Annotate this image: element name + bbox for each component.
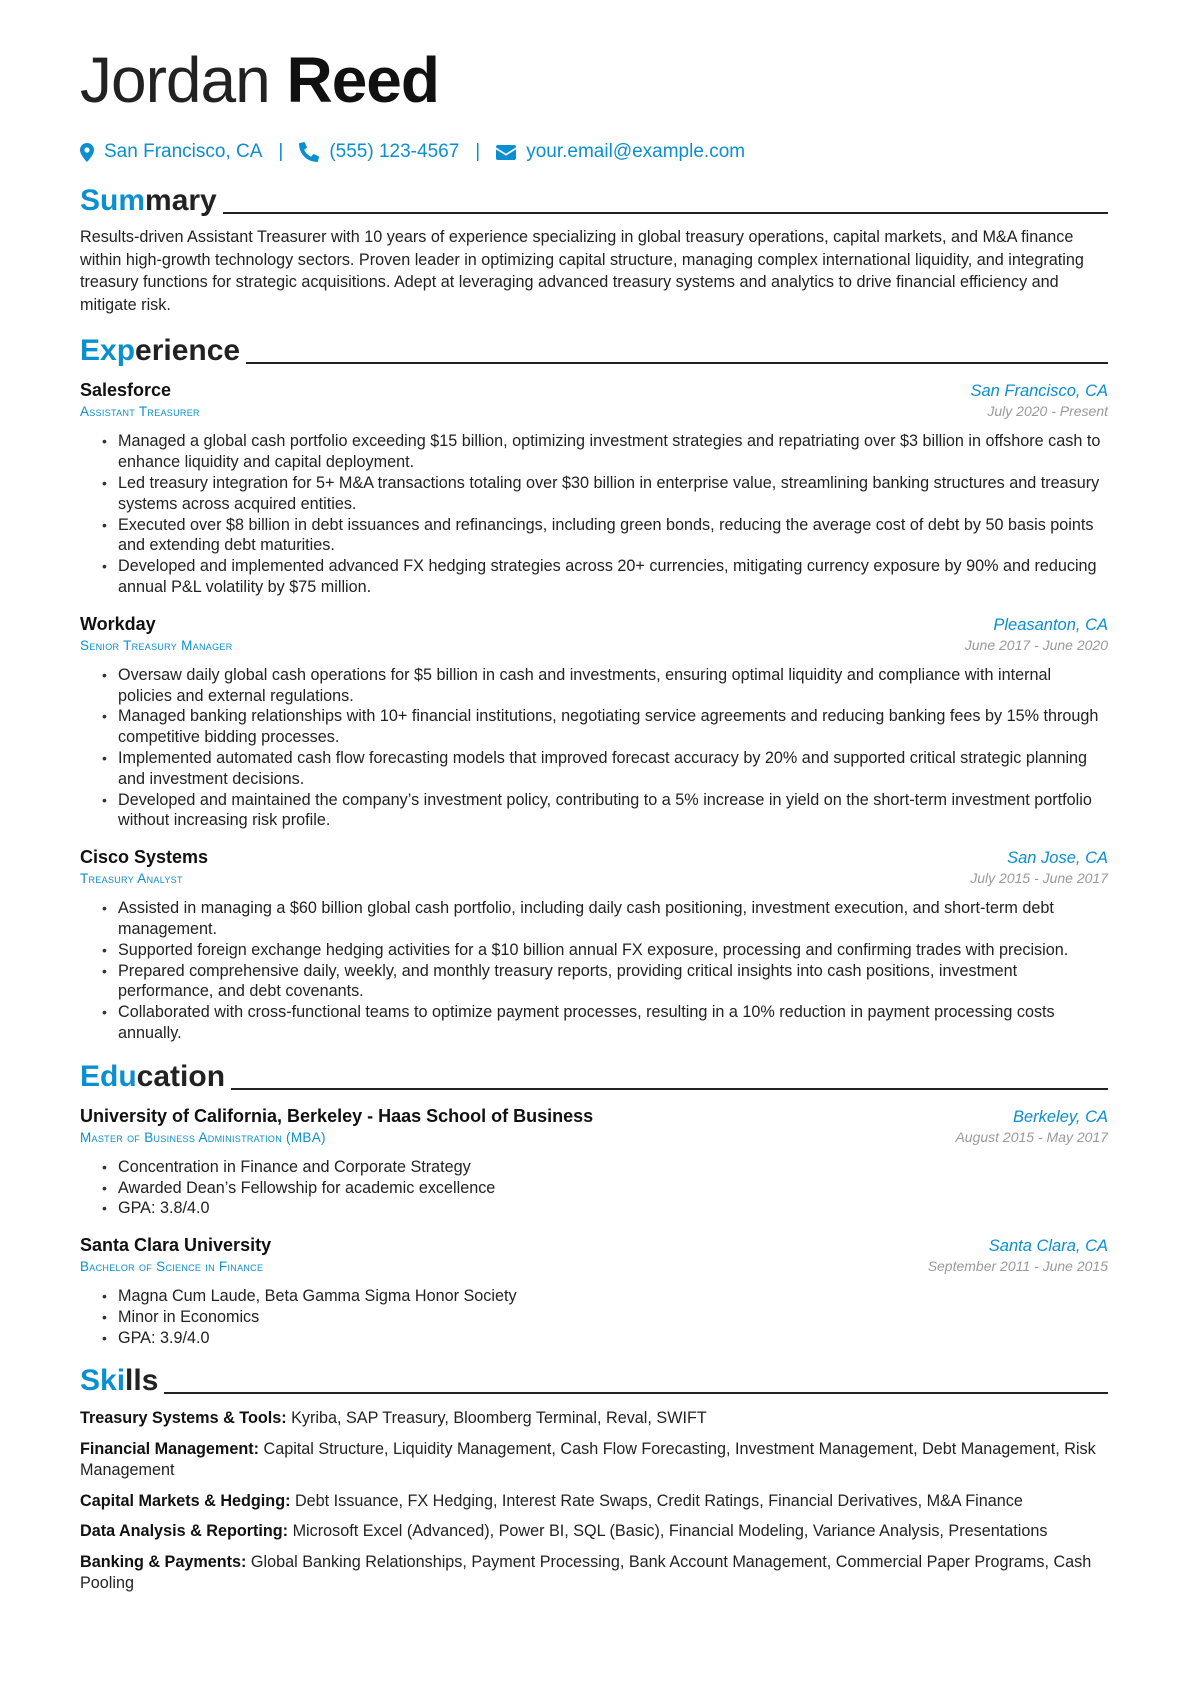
list-item: • Supported foreign exchange hedging activities for a $10 billion annual FX exposure, processing and confirming trades with precision. — [102, 940, 1108, 961]
contact-separator: | — [475, 141, 481, 162]
job-location: San Francisco, CA — [970, 382, 1108, 401]
list-item: • Executed over $8 billion in debt issuances and refinancings, including green bonds, reducing the average cost of debt by 50 basis points and extending debt maturities. — [102, 515, 1108, 557]
section-title: Summary — [80, 184, 217, 217]
contact-phone[interactable] — [299, 141, 459, 163]
skill-label: Capital Markets & Hedging: — [80, 1491, 291, 1510]
job-location: San Jose, CA — [1007, 849, 1108, 868]
summary-text: Results-driven Assistant Treasurer with 10 years of experience specializing in global treasury operations, capital markets, and M&A finance within high-growth technology sectors. Proven leader in optimizing capital structure, managing complex international liquidity, and integrating treasury functions for strategic acquisitions. Adept at leveraging advanced treasury systems and analytics to drive financial efficiency and mitigate risk. — [80, 228, 1084, 314]
job-entry — [80, 847, 1108, 1044]
skill-label: Banking & Payments: — [80, 1552, 247, 1571]
school-dates: September 2011 - June 2015 — [927, 1258, 1108, 1275]
education-entry — [80, 1235, 1108, 1348]
company-name: Cisco Systems — [80, 847, 209, 868]
skill-row — [80, 1408, 1108, 1430]
job-role: Treasury Analyst — [80, 871, 183, 887]
school-location: Santa Clara, CA — [988, 1237, 1108, 1256]
education-bullets — [80, 1286, 1108, 1348]
contact-location — [80, 141, 262, 163]
school-name: University of California, Berkeley - Haas School of Business — [80, 1105, 594, 1126]
degree-name: Bachelor of Science in Finance — [80, 1259, 264, 1275]
skill-row — [80, 1491, 1108, 1513]
job-location: Pleasanton, CA — [993, 615, 1108, 634]
skill-row — [80, 1552, 1108, 1595]
job-bullets — [80, 898, 1108, 1044]
skill-row — [80, 1439, 1108, 1482]
first-name: Jordan — [80, 44, 270, 116]
candidate-name — [80, 44, 1108, 118]
envelope-icon — [496, 145, 516, 160]
summary-heading — [80, 182, 1108, 216]
skill-value: Global Banking Relationships, Payment Processing, Bank Account Management, Commercial Paper Programs, Cash Pooling — [80, 1552, 1092, 1593]
location-text: San Francisco, CA — [104, 141, 263, 162]
school-location: Berkeley, CA — [1012, 1107, 1108, 1126]
skill-label: Financial Management: — [80, 1439, 259, 1458]
school-name: Santa Clara University — [80, 1235, 272, 1256]
list-item: • Managed banking relationships with 10+ financial institutions, negotiating service agreements and reducing banking fees by 15% through competitive bidding processes. — [102, 706, 1108, 748]
contact-separator: | — [278, 141, 284, 162]
list-item: • GPA: 3.8/4.0 — [102, 1198, 1108, 1219]
skill-row — [80, 1521, 1108, 1543]
contact-line — [80, 140, 1108, 164]
list-item: • Developed and maintained the company’s investment policy, contributing to a 5% increase in yield on the short-term investment portfolio without increasing risk profile. — [102, 790, 1108, 832]
job-dates: July 2020 - Present — [987, 403, 1108, 420]
job-dates: July 2015 - June 2017 — [970, 870, 1108, 887]
skills-list — [80, 1408, 1108, 1595]
last-name: Reed — [286, 44, 439, 116]
job-bullets — [80, 665, 1108, 831]
list-item: • Assisted in managing a $60 billion global cash portfolio, including daily cash positioning, investment execution, and short-term debt management. — [102, 898, 1108, 940]
skills-heading — [80, 1362, 1108, 1396]
email-text: your.email@example.com — [526, 141, 746, 162]
list-item: • Minor in Economics — [102, 1307, 1108, 1328]
list-item: • Collaborated with cross-functional teams to optimize payment processes, resulting in a 10% reduction in payment processing costs annually. — [102, 1002, 1108, 1044]
company-name: Salesforce — [80, 380, 172, 401]
list-item: • GPA: 3.9/4.0 — [102, 1328, 1108, 1349]
section-title: Education — [80, 1059, 226, 1093]
company-name: Workday — [80, 613, 156, 634]
list-item: • Oversaw daily global cash operations for $5 billion in cash and investments, ensuring optimal liquidity and compliance with internal policies and external regulations. — [102, 665, 1108, 707]
list-item: • Prepared comprehensive daily, weekly, and monthly treasury reports, providing critical insights into cash positions, investment performance, and debt covenants. — [102, 961, 1108, 1003]
list-item: • Concentration in Finance and Corporate Strategy — [102, 1157, 1108, 1178]
education-heading — [80, 1058, 1108, 1092]
job-role: Assistant Treasurer — [80, 404, 200, 420]
list-item: • Developed and implemented advanced FX hedging strategies across 20+ currencies, mitigating currency exposure by 90% and reducing annual P&L volatility by $75 million. — [102, 556, 1108, 598]
experience-heading — [80, 332, 1108, 366]
phone-icon — [299, 142, 319, 162]
school-dates: August 2015 - May 2017 — [955, 1128, 1108, 1145]
skill-value: Kyriba, SAP Treasury, Bloomberg Terminal, Reval, SWIFT — [291, 1409, 707, 1428]
section-rule — [164, 1392, 1108, 1394]
section-title: Experience — [80, 334, 241, 368]
job-entry — [80, 380, 1108, 597]
skill-label: Data Analysis & Reporting: — [80, 1522, 289, 1541]
contact-email[interactable] — [496, 141, 745, 163]
job-bullets — [80, 431, 1108, 597]
job-dates: June 2017 - June 2020 — [964, 636, 1108, 653]
list-item: • Magna Cum Laude, Beta Gamma Sigma Honor Society — [102, 1286, 1108, 1307]
education-bullets — [80, 1157, 1108, 1219]
skill-value: Microsoft Excel (Advanced), Power BI, SQL (Basic), Financial Modeling, Variance Analysis, Presentations — [292, 1522, 1048, 1541]
map-pin-icon — [80, 143, 94, 162]
degree-name: Master of Business Administration (MBA) — [80, 1129, 326, 1145]
skill-value: Debt Issuance, FX Hedging, Interest Rate Swaps, Credit Ratings, Financial Derivatives, M&A Finance — [294, 1491, 1023, 1510]
section-rule — [246, 362, 1108, 364]
phone-text: (555) 123-4567 — [329, 141, 460, 162]
section-rule — [223, 212, 1108, 214]
list-item: • Led treasury integration for 5+ M&A transactions totaling over $30 billion in enterprise value, streamlining banking structures and treasury systems across acquired entities. — [102, 473, 1108, 515]
job-entry — [80, 614, 1108, 831]
education-entry — [80, 1106, 1108, 1219]
list-item: • Awarded Dean’s Fellowship for academic excellence — [102, 1178, 1108, 1199]
section-rule — [231, 1088, 1108, 1090]
list-item: • Managed a global cash portfolio exceeding $15 billion, optimizing investment strategies and repatriating over $3 billion in offshore cash to enhance liquidity and capital deployment. — [102, 431, 1108, 473]
skill-label: Treasury Systems & Tools: — [80, 1409, 287, 1428]
skill-value: Capital Structure, Liquidity Management, Cash Flow Forecasting, Investment Management, Debt Management, Risk Management — [80, 1439, 1096, 1480]
section-title: Skills — [80, 1364, 159, 1398]
job-role: Senior Treasury Manager — [80, 637, 233, 653]
list-item: • Implemented automated cash flow forecasting models that improved forecast accuracy by 20% and supported critical strategic planning and investment decisions. — [102, 748, 1108, 790]
